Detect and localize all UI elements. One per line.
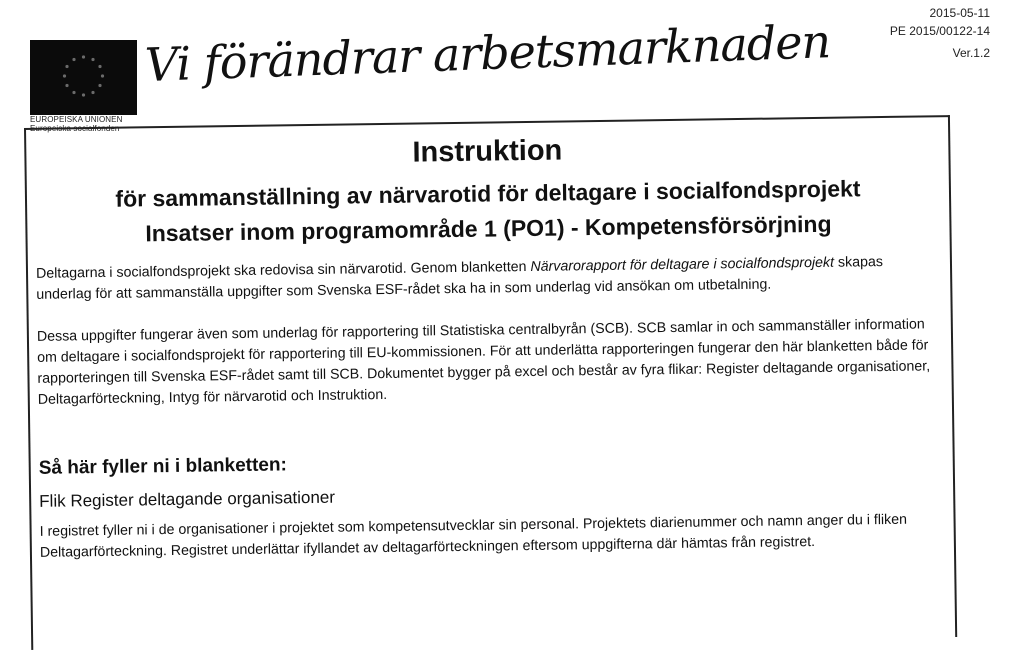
subtitle-line1: för sammanställning av närvarotid för deltagare i socialfondsprojekt: [115, 175, 861, 212]
scb-paragraph: Dessa uppgifter fungerar även som underlag för rapportering till Statistiska centralbyrån (SCB). SCB samlar in och sammanställer information om deltagare i socialfondsprojekt för rapportering till EU-kommissionen. För att underlätta rapporteringen fungerar den här blanketten både för rapporteringen till Svenska ESF-rådet samt till SCB. Dokumentet bygger på excel och består av fyra flikar: Register deltagande organisationer, Deltagarförteckning, Intyg för närvarotid och Instruktion.: [36, 316, 931, 408]
intro-paragraph: [36, 251, 936, 306]
slogan: Vi förändrar arbetsmarknaden: [144, 14, 831, 92]
eu-label-line1: EUROPEISKA UNIONEN: [30, 115, 123, 124]
section-heading-fill: Så här fyller ni i blanketten:: [38, 454, 288, 479]
eu-flag-logo: [30, 40, 137, 115]
document-reference: PE 2015/00122-14: [889, 24, 990, 38]
intro-text-b: skapas underlag för att sammanställa uppgifter som Svenska ESF-rådet ska ha in som underlag vid ansökan om utbetalning.: [36, 254, 884, 303]
intro-text-a: Deltagarna i socialfondsprojekt ska redovisa sin närvarotid. Genom blanketten: [35, 258, 531, 282]
document-version: Ver.1.2: [952, 46, 990, 60]
form-name-italic: Närvarorapport för deltagare i socialfondsprojekt: [530, 254, 835, 275]
subtitle-line2: Insatser inom programområde 1 (PO1) - Kompetensförsörjning: [145, 210, 832, 247]
page-title: Instruktion: [412, 134, 563, 169]
eu-label-line2: Europeiska socialfonden: [30, 124, 120, 133]
register-paragraph: I registret fyller ni i de organisationer i projektet som kompetensutvecklar sin personal. Projektets diarienummer och namn anger du i fliken Deltagarförteckning. Registret underlättar ifyllandet av deltagarförteckningen eftersom uppgifterna där hämtas från registret.: [39, 511, 908, 561]
instruction-frame: [24, 115, 957, 650]
subsection-heading-register: Flik Register deltagande organisationer: [39, 487, 336, 511]
document-date: 2015-05-11: [929, 6, 990, 20]
eu-stars-icon: [30, 40, 137, 115]
